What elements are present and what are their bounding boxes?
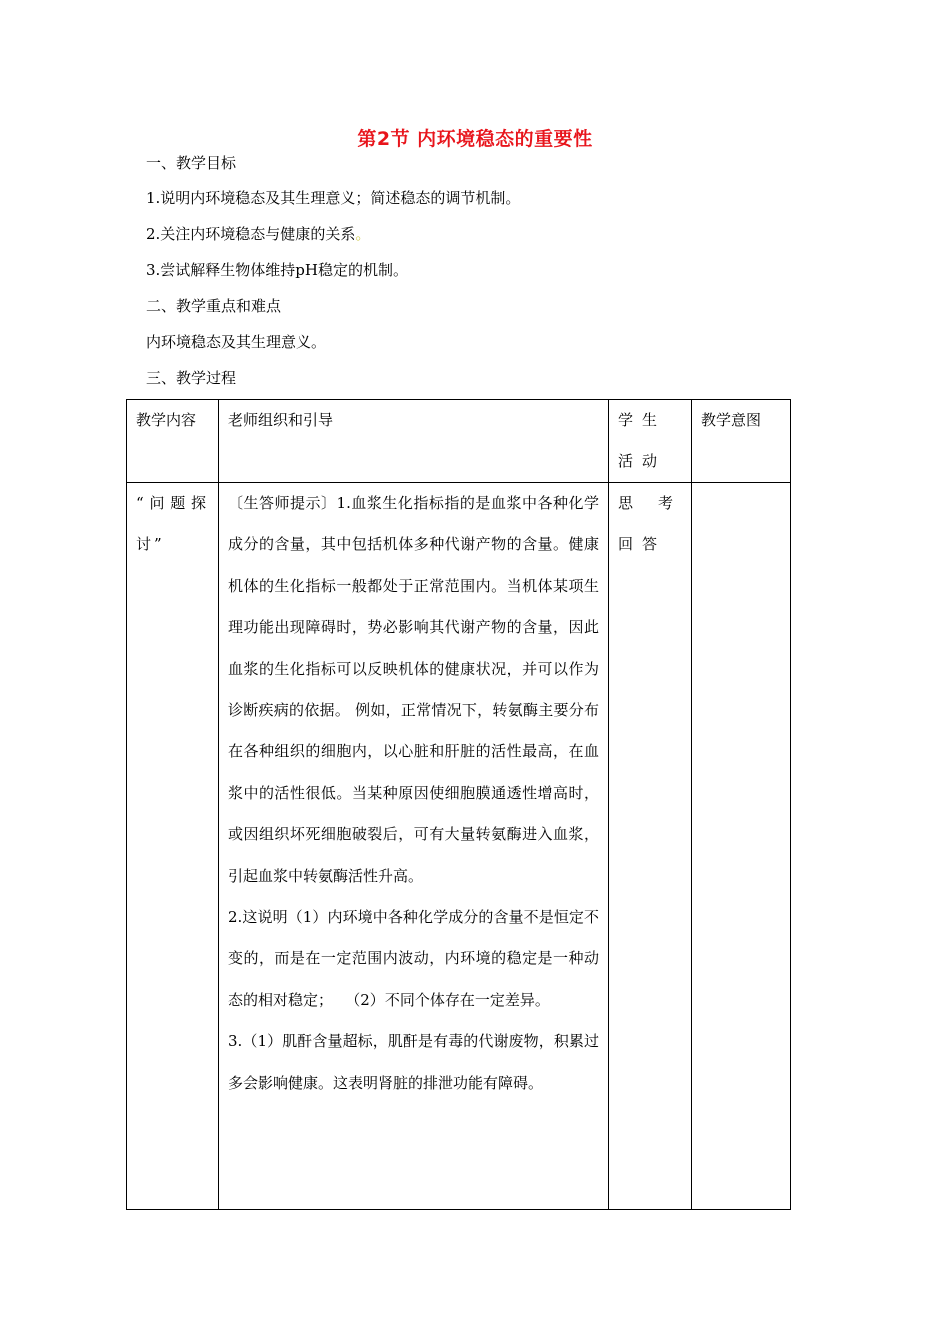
goal-item-2: [146, 224, 370, 244]
cell-intent: [692, 483, 791, 1210]
goal-item-2-mark: 。: [355, 225, 371, 243]
goal-item-2-text: 2.关注内环境稳态与健康的关系: [146, 225, 356, 243]
teacher-paragraph-1: 〔生答师提示〕1.血浆生化指标指的是血浆中各种化学成分的含量，其中包括机体多种代谢产物的含量。健康机体的生化指标一般都处于正常范围内。当机体某项生理功能出现障碍时，势必影响其代谢产物的含量，因此血浆的生化指标可以反映机体的健康状况，并可以作为诊断疾病的依据。 例如，正常情况下，转氨酶主要分布在各种组织的细胞内，以心脏和肝脏的活性最高，在血浆中的活性很低。当某种原因使细胞膜通透性增高时，或因组织坏死细胞破裂后，可有大量转氨酶进入血浆，引起血浆中转氨酶活性升高。: [228, 494, 599, 885]
lesson-table: [126, 399, 791, 1210]
teacher-paragraph-3: 3.（1）肌酐含量超标，肌酐是有毒的代谢废物，积累过多会影响健康。这表明肾脏的排泄功能有障碍。: [228, 1032, 599, 1092]
header-student: 学生活动: [609, 400, 692, 483]
header-content: 教学内容: [127, 400, 219, 483]
document-title: 第2节 内环境稳态的重要性: [357, 128, 593, 150]
keypoint-text: 内环境稳态及其生理意义。: [146, 333, 327, 351]
cell-student: 思考回答: [609, 483, 692, 1210]
goal-item-1: 1.说明内环境稳态及其生理意义；简述稳态的调节机制。: [146, 189, 521, 207]
table-row: [127, 483, 791, 1210]
header-teacher: 老师组织和引导: [219, 400, 609, 483]
cell-content: “问题探讨”: [127, 483, 219, 1210]
goal-item-3: 3.尝试解释生物体维持pH稳定的机制。: [146, 261, 408, 279]
cell-teacher: [219, 483, 609, 1210]
table-header-row: [127, 400, 791, 483]
section-heading-keypoints: 二、教学重点和难点: [146, 297, 282, 315]
section-heading-goals: 一、教学目标: [146, 154, 237, 172]
teacher-paragraph-2: 2.这说明（1）内环境中各种化学成分的含量不是恒定不变的，而是在一定范围内波动，内环境的稳定是一种动态的相对稳定； （2）不同个体存在一定差异。: [228, 908, 599, 1009]
header-intent: 教学意图: [692, 400, 791, 483]
section-heading-process: 三、教学过程: [146, 369, 237, 387]
